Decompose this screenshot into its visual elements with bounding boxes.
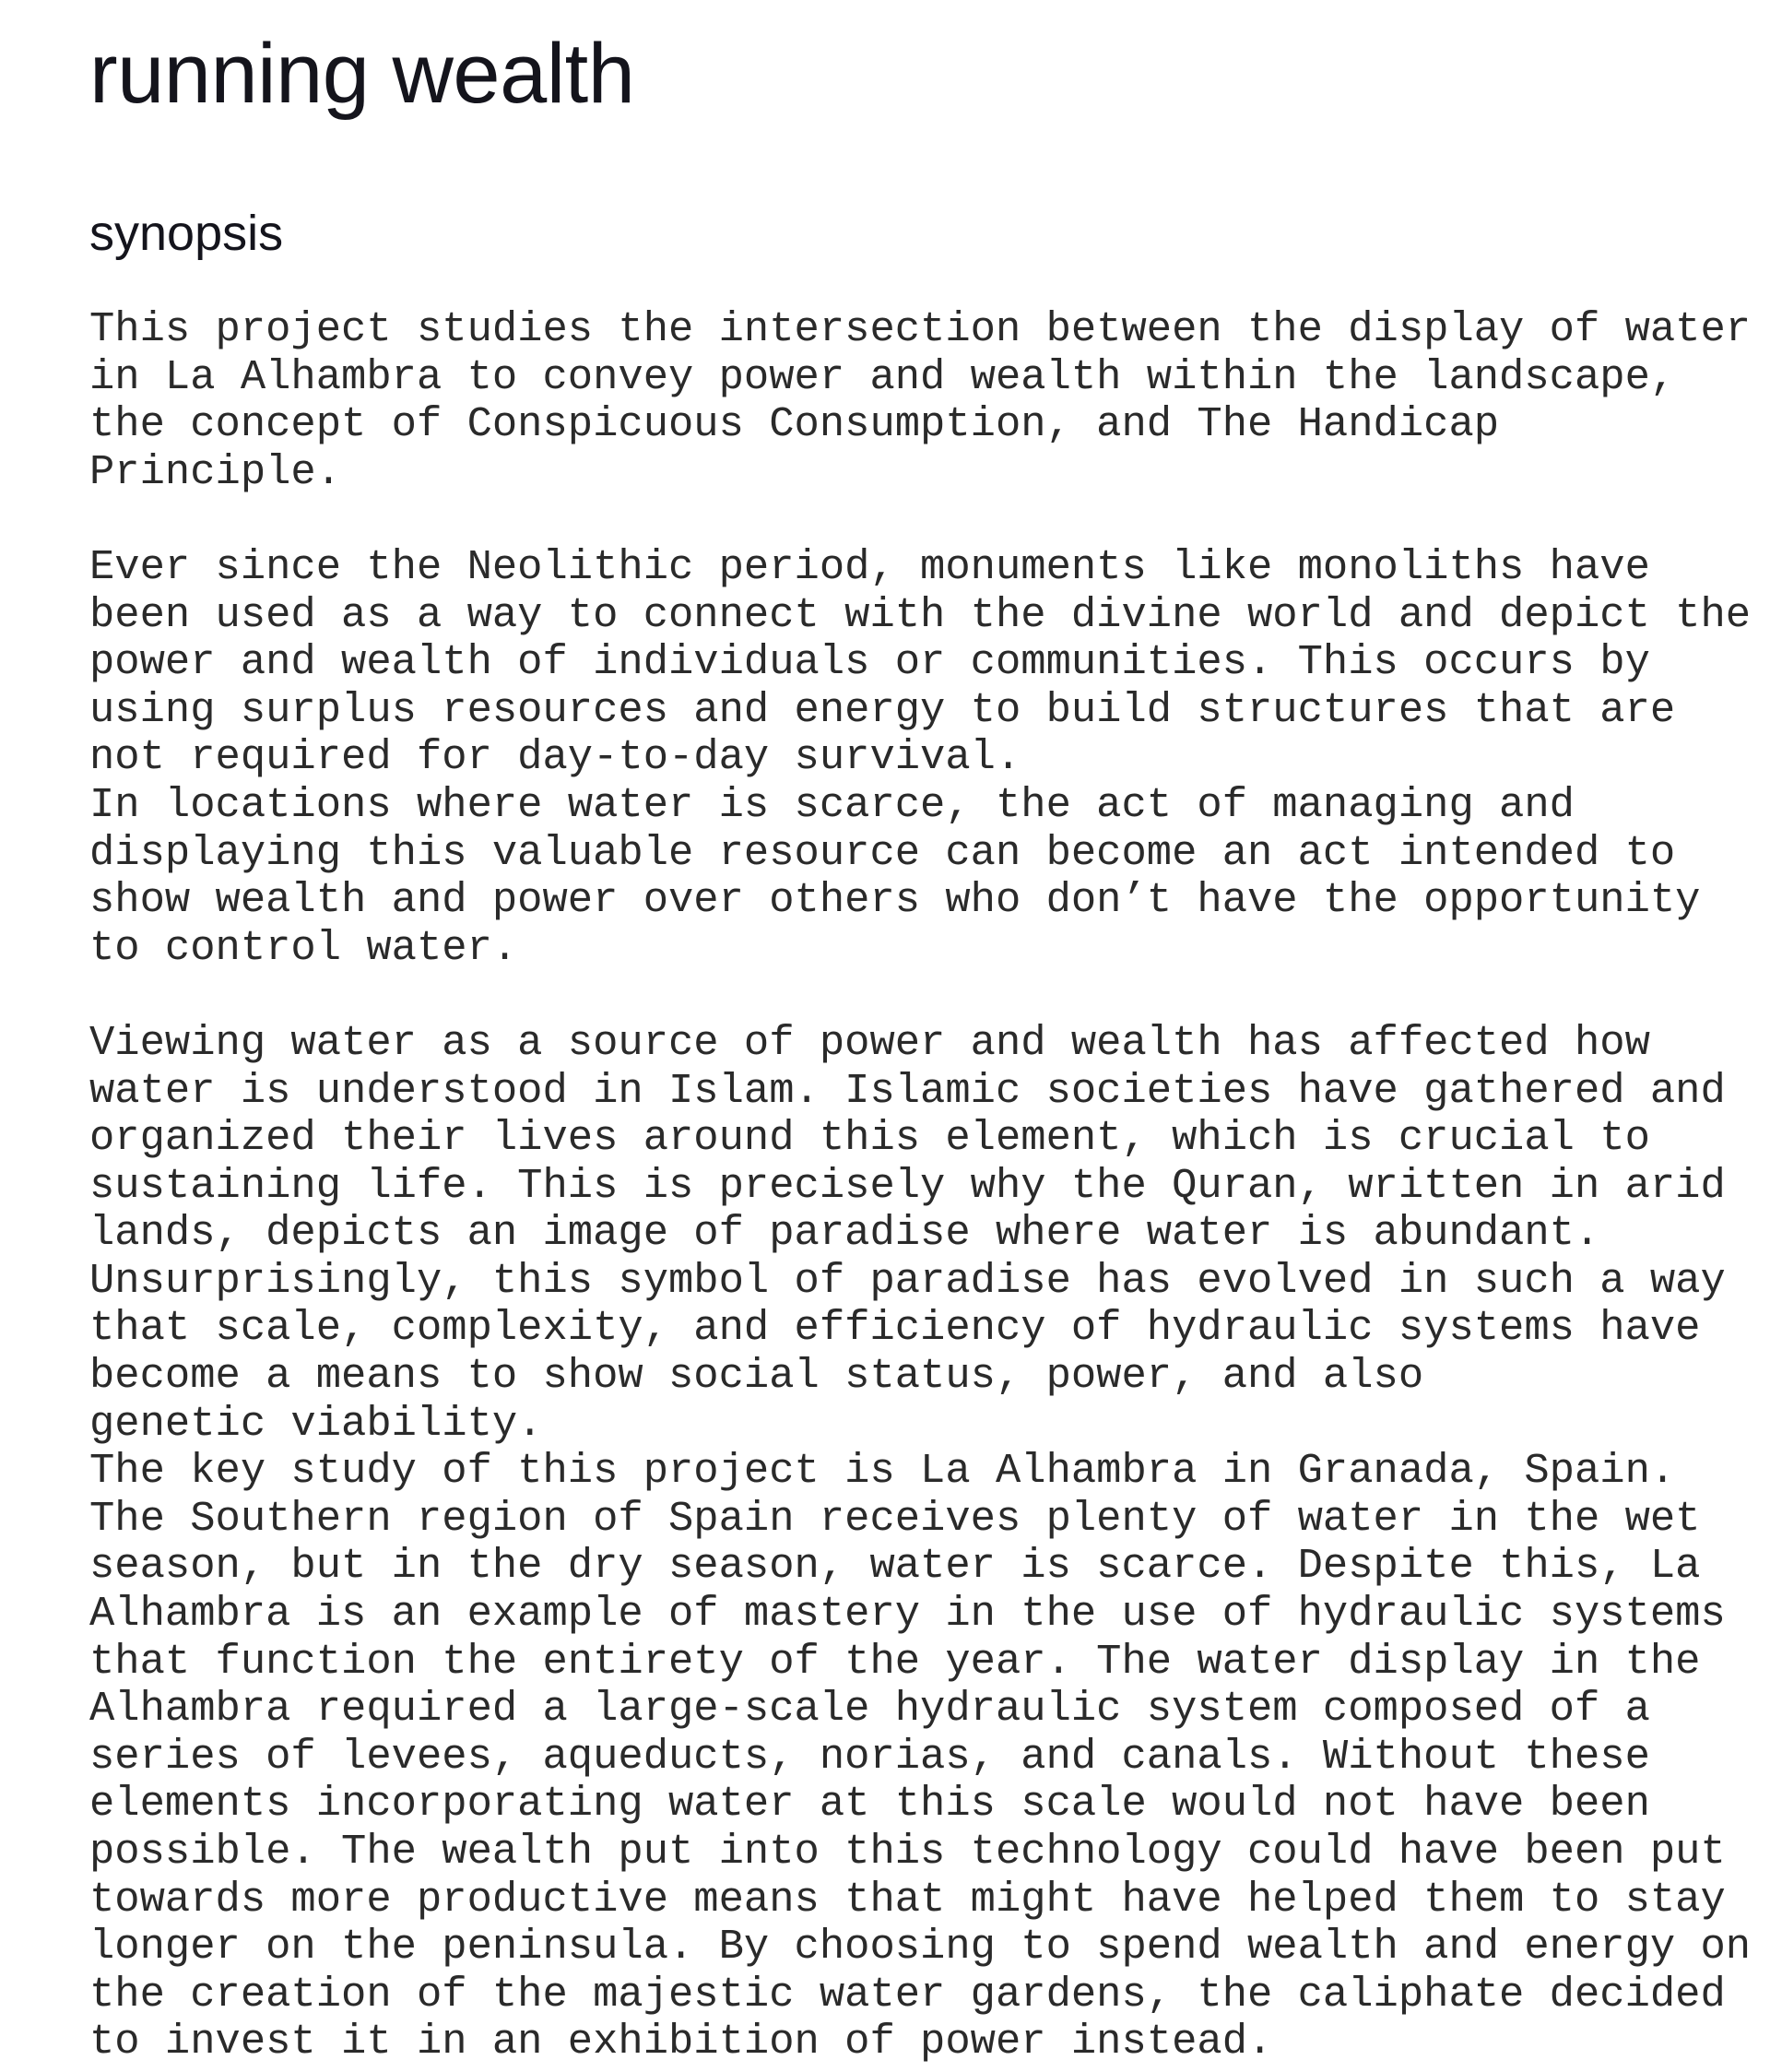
text-line: to control water. (89, 923, 518, 972)
paragraph (89, 1018, 1752, 2066)
section-heading: synopsis (89, 206, 284, 261)
text-line: that scale, complexity, and efficiency of hydraulic systems have (89, 1304, 1701, 1353)
document-page (89, 0, 1752, 2066)
text-line: The Southern region of Spain receives plenty of water in the wet (89, 1494, 1701, 1543)
text-line: become a means to show social status, power, and also (89, 1352, 1424, 1401)
text-line: series of levees, aqueducts, norias, and canals. Without these (89, 1732, 1650, 1781)
text-line: lands, depicts an image of paradise where water is abundant. (89, 1209, 1600, 1258)
text-line: Alhambra is an example of mastery in the use of hydraulic systems (89, 1590, 1726, 1639)
text-line: water is understood in Islam. Islamic societies have gathered and (89, 1066, 1726, 1115)
text-line: longer on the peninsula. By choosing to spend wealth and energy on (89, 1923, 1752, 1971)
text-line: in La Alhambra to convey power and wealth within the landscape, (89, 352, 1676, 401)
text-line: Alhambra required a large-scale hydraulic system composed of a (89, 1685, 1650, 1734)
text-line: the creation of the majestic water gardens, the caliphate decided (89, 1970, 1726, 2019)
paragraph (89, 305, 1752, 496)
text-line: to invest it in an exhibition of power instead. (89, 2018, 1273, 2066)
text-line: power and wealth of individuals or communities. This occurs by (89, 638, 1650, 687)
text-line: using surplus resources and energy to build structures that are (89, 685, 1676, 734)
text-line: Unsurprisingly, this symbol of paradise has evolved in such a way (89, 1256, 1726, 1305)
text-line: Viewing water as a source of power and wealth has affected how (89, 1018, 1650, 1067)
page-title: running wealth (89, 27, 635, 121)
text-line: the concept of Conspicuous Consumption, and The Handicap (89, 400, 1500, 449)
text-line: elements incorporating water at this scale would not have been (89, 1780, 1650, 1829)
text-line: This project studies the intersection between the display of water (89, 305, 1752, 353)
paragraph-spacer (89, 972, 1749, 1020)
text-line: genetic viability. (89, 1399, 543, 1448)
text-line: Principle. (89, 447, 342, 496)
text-line: been used as a way to connect with the divine world and depict the (89, 590, 1752, 639)
paragraph (89, 542, 1752, 972)
text-line: The key study of this project is La Alhambra in Granada, Spain. (89, 1447, 1676, 1496)
text-line: sustaining life. This is precisely why the Quran, written in arid (89, 1161, 1726, 1210)
text-line: that function the entirety of the year. The water display in the (89, 1637, 1701, 1686)
synopsis-body (89, 305, 1752, 2066)
text-line: not required for day-to-day survival. (89, 733, 1021, 782)
text-line: show wealth and power over others who don’t have the opportunity (89, 876, 1701, 925)
paragraph-spacer (89, 496, 1749, 544)
text-line: Ever since the Neolithic period, monuments like monoliths have (89, 542, 1650, 591)
text-line: possible. The wealth put into this technology could have been put (89, 1828, 1726, 1876)
text-line: In locations where water is scarce, the act of managing and (89, 780, 1575, 829)
text-line: organized their lives around this element, which is crucial to (89, 1114, 1650, 1163)
text-line: displaying this valuable resource can become an act intended to (89, 828, 1676, 877)
text-line: season, but in the dry season, water is scarce. Despite this, La (89, 1542, 1701, 1591)
text-line: towards more productive means that might have helped them to stay (89, 1875, 1726, 1924)
